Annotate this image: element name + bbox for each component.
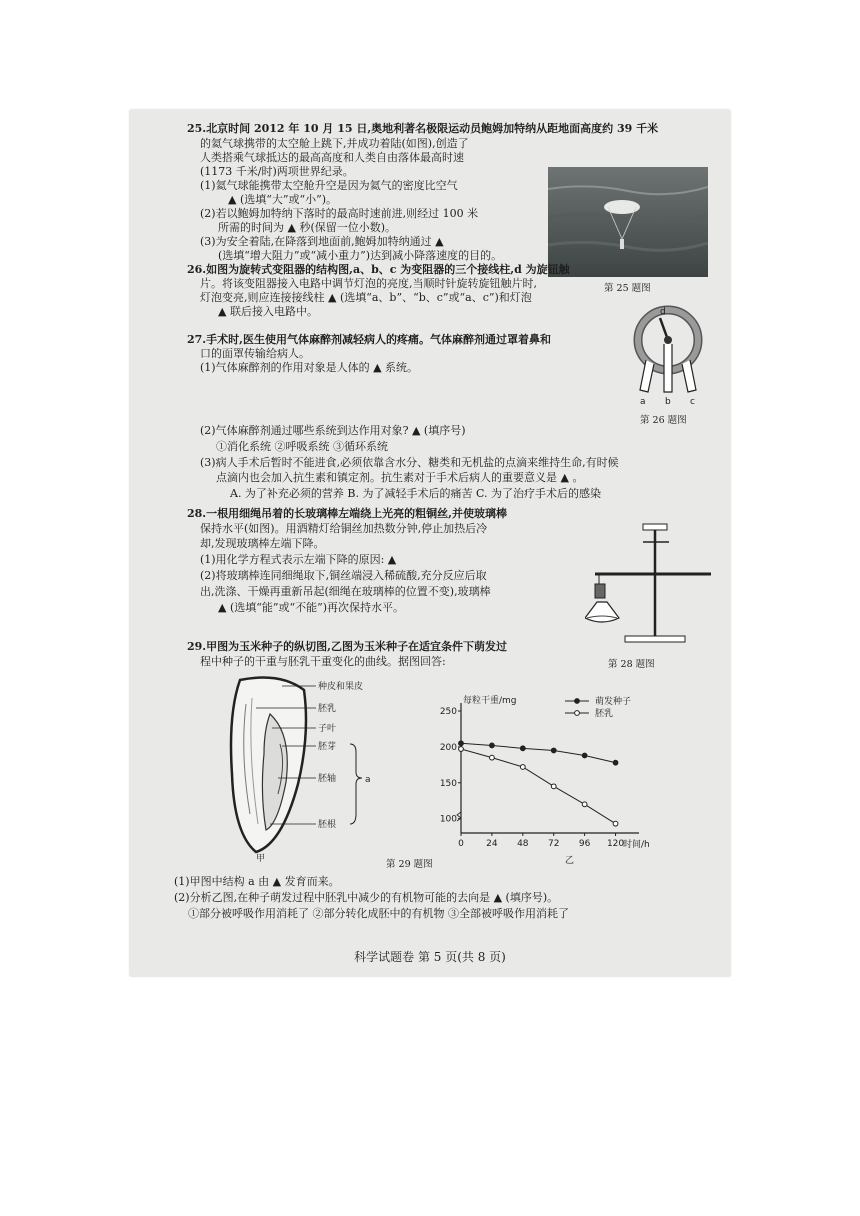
terminal-b-label: b (665, 397, 671, 407)
legend-marker-0 (575, 699, 580, 704)
series-line-0 (461, 743, 616, 762)
y-axis-break (457, 812, 461, 821)
q28-line-3: 却,发现玻璃棒左端下降。 (200, 537, 325, 550)
terminal-a-label: a (640, 397, 646, 407)
q27-line-4: (2)气体麻醉剂通过哪些系统到达作用对象? ▲ (填序号) (200, 424, 466, 437)
series-0-point-0 (459, 741, 464, 746)
x-axis-title: 时间/h (623, 840, 650, 850)
series-0-point-1 (490, 743, 495, 748)
rheostat-diagram (630, 298, 710, 408)
series-1-point-5 (613, 821, 618, 826)
q28-line-7: ▲ (选填“能”或“不能”)再次保持水平。 (218, 601, 405, 614)
q29-question-options: ①部分被呼吸作用消耗了 ②部分转化成胚中的有机物 ③全部被呼吸作用消耗了 (188, 907, 569, 920)
parachute-canopy (604, 200, 640, 214)
q25-caption: 第 25 题图 (604, 283, 651, 294)
series-0-point-4 (582, 753, 587, 758)
q28-line-4: (1)用化学方程式表示左端下降的原因: ▲ (200, 553, 397, 566)
series-0-point-3 (551, 748, 556, 753)
chart-series (459, 741, 618, 826)
x-tick-label-1: 24 (486, 839, 498, 849)
legend-label-0: 萌发种子 (595, 697, 632, 707)
q29-line-1: 29.甲图为玉米种子的纵切图,乙图为玉米种子在适宜条件下萌发过 (187, 640, 507, 653)
x-tick-label-0: 0 (458, 839, 464, 849)
series-0-point-2 (520, 746, 525, 751)
q25-line-8: 所需的时间为 ▲ 秒(保留一位小数)。 (218, 221, 397, 234)
q26-line-4: ▲ 联后接入电路中。 (218, 305, 318, 318)
chart-legend (565, 695, 631, 719)
sub-label-yi: 乙 (565, 856, 575, 865)
legend-label-1: 胚乳 (595, 709, 614, 719)
q25-line-3: 人类搭乘气球抵达的最高高度和人类自由落体最高时速 (200, 151, 464, 164)
q25-line-6: ▲ (选填“大”或“小”)。 (228, 193, 338, 206)
q27-line-7: 点滴内也会加入抗生素和镇定剂。抗生素对于手术后病人的重要意义是 ▲ 。 (216, 471, 584, 484)
q26-line-2: 片。将该变阻器接入电路中调节灯泡的亮度,当顺时针旋转旋钮触片时, (200, 277, 537, 290)
label-endosperm: 胚乳 (318, 704, 337, 714)
label-structure-a: a (365, 775, 371, 785)
q26-line-1: 26.如图为旋转式变阻器的结构图,a、b、c 为变阻器的三个接线柱,d 为旋钮触 (187, 263, 570, 276)
q26-line-3: 灯泡变亮,则应连接接线柱 ▲ (选填“a、b”、“b、c”或“a、c”)和灯泡 (200, 291, 532, 304)
x-tick-label-4: 96 (578, 839, 591, 849)
skydiver-figure (620, 239, 624, 249)
series-1-point-1 (490, 755, 495, 760)
series-1-point-0 (459, 747, 464, 752)
q25-line-9: (3)为安全着陆,在降落到地面前,鲍姆加特纳通过 ▲ (200, 235, 444, 248)
q25-line-4: (1173 千米/时)两项世界纪录。 (200, 165, 354, 178)
balance-apparatus-diagram (585, 520, 715, 645)
sub-label-jia: 甲 (256, 854, 266, 864)
label-seed-coat: 种皮和果皮 (318, 682, 364, 692)
q29-caption: 第 29 题图 (386, 859, 433, 870)
q28-line-2: 保持水平(如图)。用酒精灯给铜丝加热数分钟,停止加热后冷 (200, 522, 488, 535)
terminal-c-label: c (690, 397, 695, 407)
q28-line-6: 出,洗涤、干燥再重新吊起(细绳在玻璃棒的位置不变),玻璃棒 (200, 585, 491, 598)
q25-line-10: (选填“增大阻力”或“减小重力”)达到减小降落速度的目的。 (218, 249, 503, 262)
q28-caption: 第 28 题图 (608, 659, 655, 670)
y-tick-label-3: 250 (439, 707, 457, 717)
q27-line-5: ①消化系统 ②呼吸系统 ③循环系统 (216, 440, 388, 453)
label-hypocotyl: 胚轴 (318, 774, 337, 784)
q27-line-1: 27.手术时,医生使用气体麻醉剂减轻病人的疼痛。气体麻醉剂通过罩着鼻和 (187, 333, 551, 346)
q29-question-2: (2)分析乙图,在种子萌发过程中胚乳中减少的有机物可能的去向是 ▲ (填序号)。 (174, 891, 559, 904)
q26-caption: 第 26 题图 (640, 415, 687, 426)
q25-line-1: 25.北京时间 2012 年 10 月 15 日,奥地利著名极限运动员鲍姆加特纳从距地面高度约 39 千米 (187, 122, 659, 135)
dry-weight-line-chart (425, 693, 675, 865)
label-cotyledon: 子叶 (318, 724, 337, 734)
q27-line-8: A. 为了补充必须的营养 B. 为了减轻手术后的痛苦 C. 为了治疗手术后的感染 (230, 487, 602, 500)
series-0-point-5 (613, 760, 618, 765)
q29-line-2: 程中种子的干重与胚乳干重变化的曲线。据图回答: (200, 655, 446, 668)
chart-axes (440, 694, 650, 850)
legend-marker-1 (575, 711, 580, 716)
alcohol-lamp (585, 602, 619, 622)
q25-line-5: (1)氦气球能携带太空舱升空是因为氦气的密度比空气 (200, 179, 458, 192)
corn-seed-diagram (220, 674, 390, 864)
parachute-photo (548, 167, 708, 277)
page-footer: 科学试题卷 第 5 页(共 8 页) (354, 950, 506, 964)
q27-line-3: (1)气体麻醉剂的作用对象是人体的 ▲ 系统。 (200, 361, 419, 374)
q28-line-1: 28.一根用细绳吊着的长玻璃棒左端绕上光亮的粗铜丝,并使玻璃棒 (187, 507, 507, 520)
x-tick-label-5: 120 (606, 839, 625, 849)
exam-page (130, 110, 730, 976)
terminal-d-label: d (660, 307, 666, 317)
series-1-point-4 (582, 802, 587, 807)
series-1-point-2 (520, 765, 525, 770)
q29-question-1: (1)甲图中结构 a 由 ▲ 发育而来。 (174, 875, 340, 888)
label-radicle: 胚根 (318, 820, 337, 830)
series-1-point-3 (551, 784, 556, 789)
y-axis-title: 每粒干重/mg (463, 696, 517, 706)
y-tick-label-0: 100 (439, 814, 457, 825)
y-tick-label-2: 200 (439, 742, 457, 753)
q28-line-5: (2)将玻璃棒连同细绳取下,铜丝端浸入稀硫酸,充分反应后取 (200, 569, 487, 582)
label-plumule: 胚芽 (318, 742, 337, 752)
x-tick-label-3: 72 (548, 839, 560, 849)
series-line-1 (461, 749, 616, 824)
x-tick-label-2: 48 (517, 839, 529, 849)
q25-line-7: (2)若以鲍姆加特纳下落时的最高时速前进,则经过 100 米 (200, 207, 479, 220)
y-tick-label-1: 150 (439, 778, 457, 789)
q27-line-2: 口的面罩传输给病人。 (200, 347, 310, 360)
q27-line-6: (3)病人手术后暂时不能进食,必须依靠含水分、糖类和无机盐的点滴来维持生命,有时候 (200, 456, 619, 469)
copper-coil (595, 584, 605, 598)
q25-line-2: 的氦气球携带的太空舱上跳下,并成功着陆(如图),创造了 (200, 137, 469, 150)
